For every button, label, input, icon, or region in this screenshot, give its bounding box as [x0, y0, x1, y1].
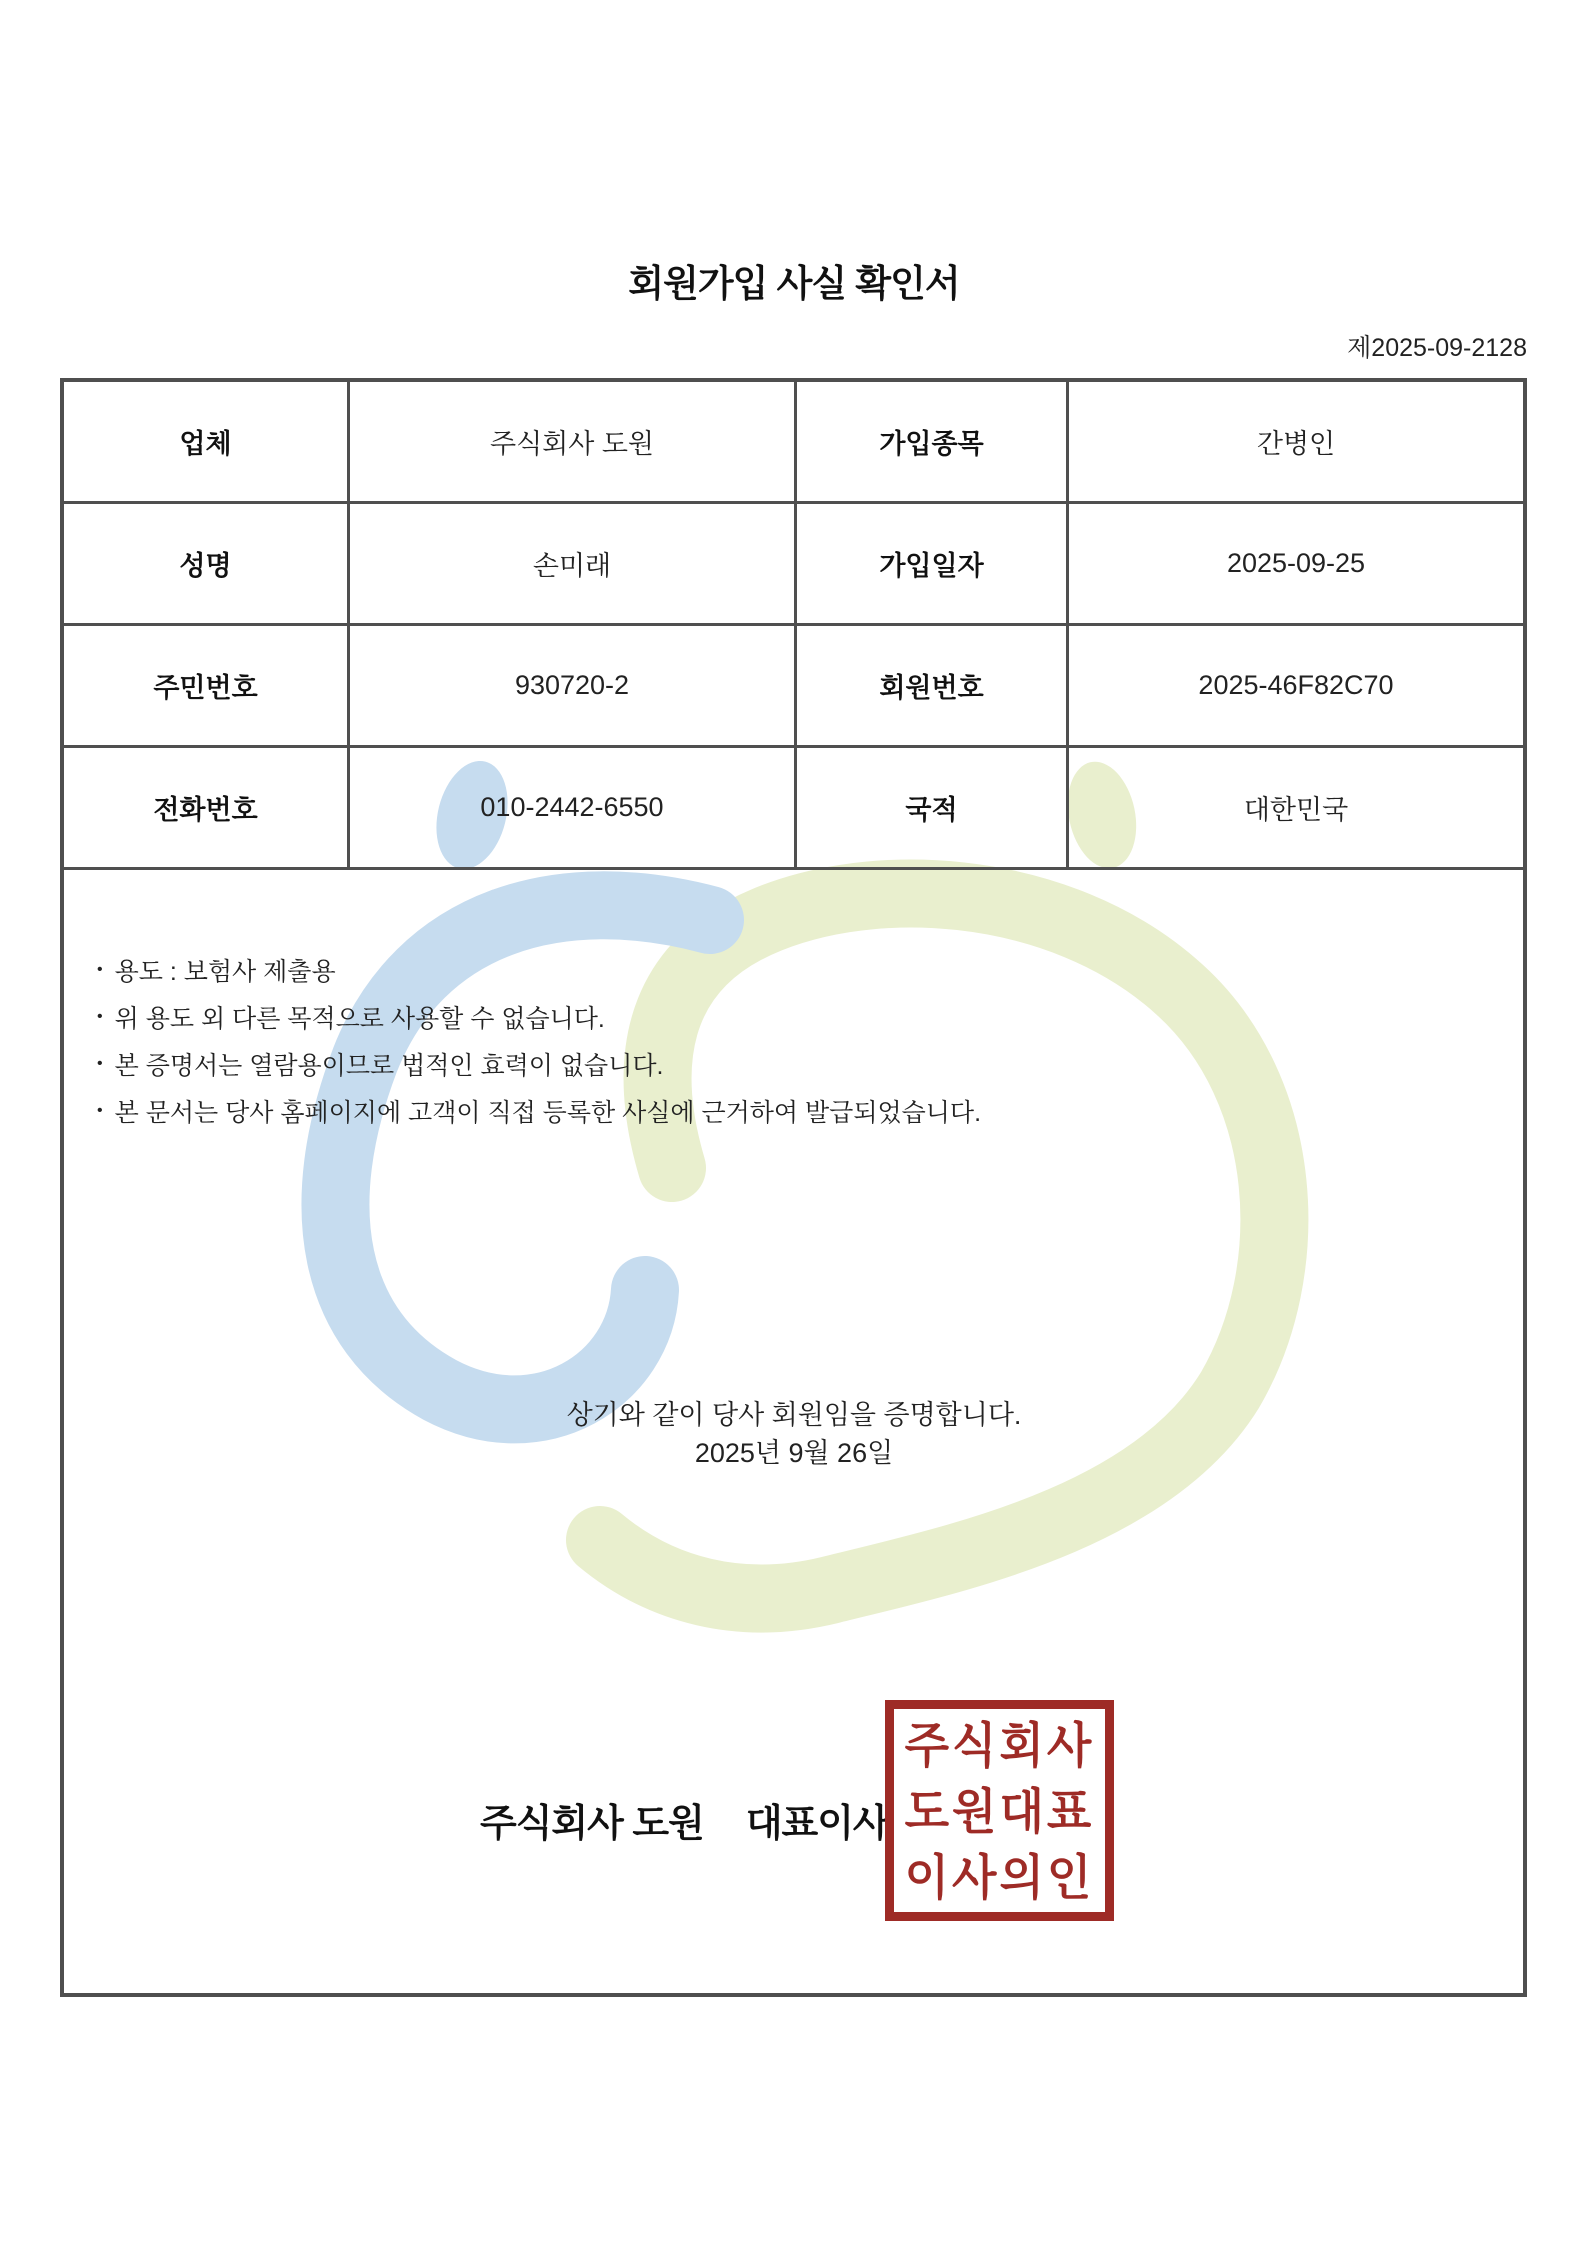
label-nationality: 국적 — [797, 748, 1069, 870]
certification-statement — [0, 1396, 1588, 1472]
note-text-purpose: 용도 : 보험사 제출용 — [114, 957, 336, 986]
list-item — [97, 993, 981, 1040]
certification-date: 2025년 9월 26일 — [694, 1438, 894, 1468]
list-item — [97, 1087, 981, 1134]
signature-line — [480, 1792, 889, 1847]
seal-text-row: 도원대표 — [904, 1783, 1095, 1838]
label-resident-number: 주민번호 — [64, 626, 350, 748]
member-info-table — [64, 382, 1523, 870]
note-text-legal-effect: 본 증명서는 열람용이므로 법적인 효력이 없습니다. — [114, 1051, 664, 1080]
certification-line: 상기와 같이 당사 회원임을 증명합니다. — [566, 1400, 1022, 1430]
label-phone-number: 전화번호 — [64, 748, 350, 870]
page-title: 회원가입 사실 확인서 — [628, 263, 960, 304]
corporate-seal-stamp — [885, 1700, 1114, 1921]
bullet-icon: • — [97, 960, 103, 978]
value-join-date: 2025-09-25 — [1069, 504, 1523, 626]
signature-company-name: 주식회사 도원 — [480, 1803, 704, 1845]
document-number: 제2025-09-2128 — [1347, 334, 1527, 362]
value-nationality: 대한민국 — [1069, 748, 1523, 870]
label-name: 성명 — [64, 504, 350, 626]
label-membership-type: 가입종목 — [797, 382, 1069, 504]
bullet-icon: • — [97, 1007, 103, 1025]
label-join-date: 가입일자 — [797, 504, 1069, 626]
seal-text-row: 이사의인 — [904, 1849, 1095, 1904]
value-member-number: 2025-46F82C70 — [1069, 626, 1523, 748]
list-item — [97, 946, 981, 993]
certificate-body-box — [60, 378, 1527, 1997]
bullet-icon: • — [97, 1054, 103, 1072]
value-company: 주식회사 도원 — [350, 382, 797, 504]
note-text-usage-restriction: 위 용도 외 다른 목적으로 사용할 수 없습니다. — [114, 1004, 605, 1033]
value-resident-number: 930720-2 — [350, 626, 797, 748]
note-text-registration-basis: 본 문서는 당사 홈페이지에 고객이 직접 등록한 사실에 근거하여 발급되었습니다. — [114, 1098, 982, 1127]
value-membership-type: 간병인 — [1069, 382, 1523, 504]
label-company: 업체 — [64, 382, 350, 504]
bullet-icon: • — [97, 1101, 103, 1119]
signature-role: 대표이사 — [745, 1803, 889, 1845]
seal-text-row: 주식회사 — [904, 1717, 1095, 1772]
list-item — [97, 1040, 981, 1087]
value-name: 손미래 — [350, 504, 797, 626]
value-phone-number: 010-2442-6550 — [350, 748, 797, 870]
notice-list — [97, 946, 981, 1134]
label-member-number: 회원번호 — [797, 626, 1069, 748]
